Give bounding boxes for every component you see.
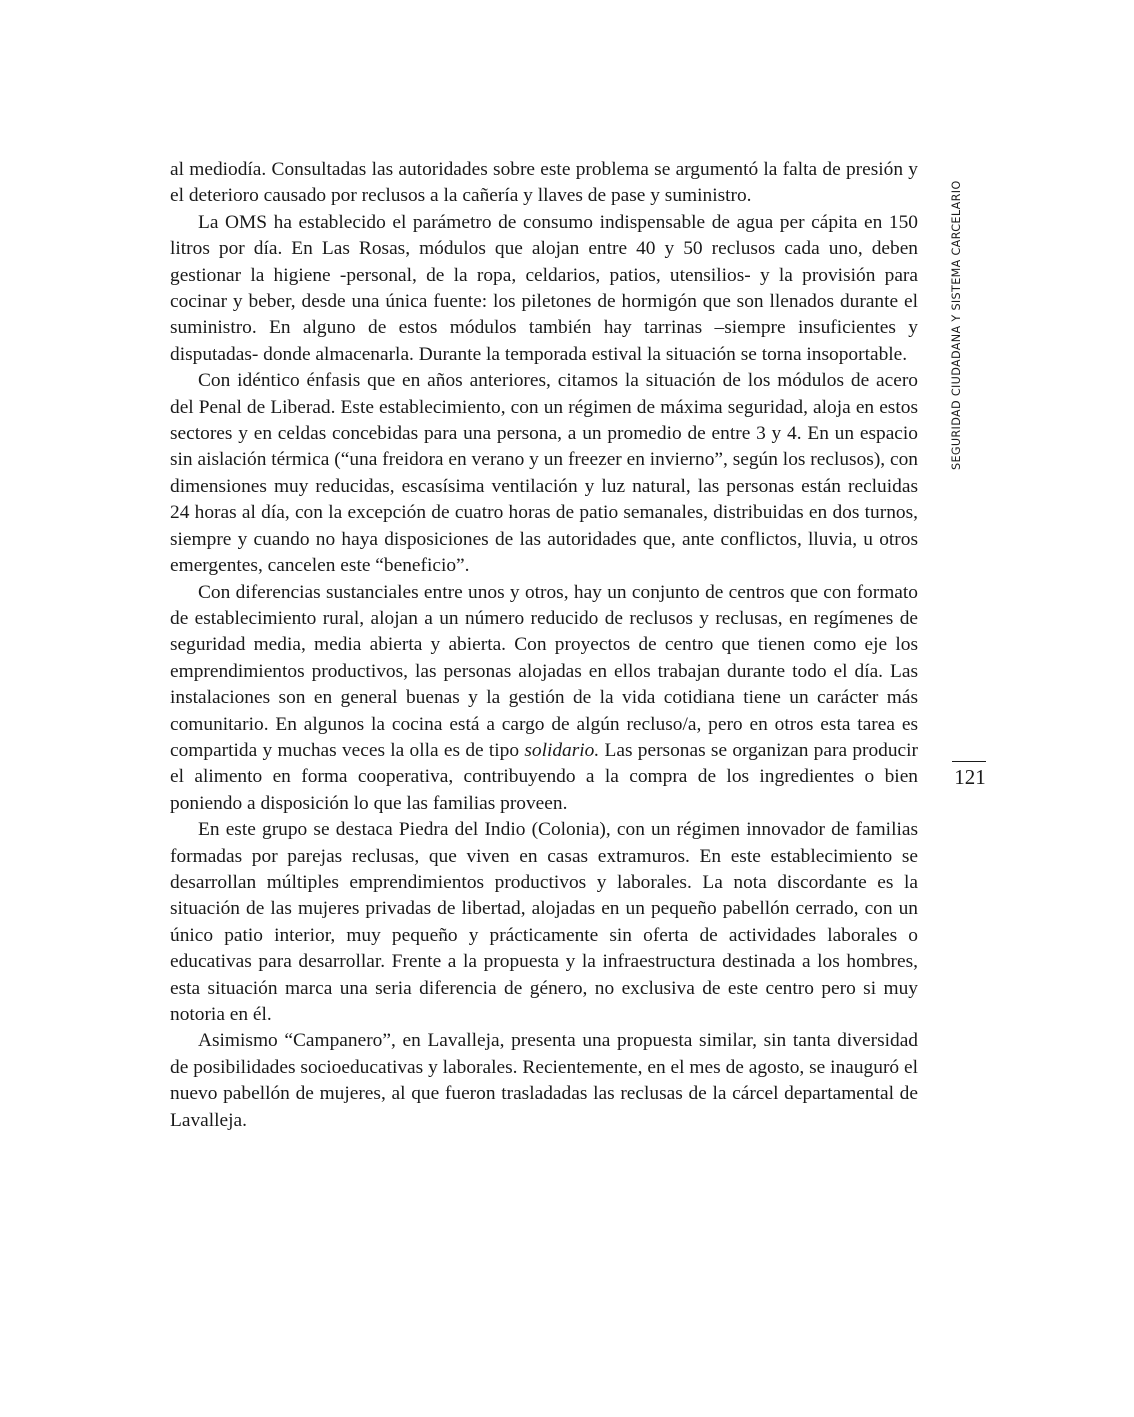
paragraph-3: Con idéntico énfasis que en años anteriores, citamos la situación de los módulos de acero del Penal de Liberad. Este establecimiento, con un régimen de máxima seguridad, aloja en estos sectores y en celdas concebidas para una persona, a un promedio de entre 3 y 4. En un espacio sin aislación térmica (“una freidora en verano y un freezer en invierno”, según los reclusos), con dimensiones muy reducidas, escasísima ventilación y luz natural, las personas están recluidas 24 horas al día, con la excepción de cuatro horas de patio semanales, distribuidas en dos turnos, siempre y cuando no haya disposiciones de las autoridades que, ante conflictos, lluvia, u otros emergentes, cancelen este “beneficio”. (170, 370, 918, 577)
paragraph-4-text-before: Con diferencias sustanciales entre unos y otros, hay un conjunto de centros que con formato de establecimiento rural, alojan a un número reducido de reclusos y reclusas, en regímenes de seguridad media, media abierta y abierta. Con proyectos de centro que tienen como eje los emprendimientos productivos, las personas alojadas en ellos trabajan durante todo el día. Las instalaciones son en general buenas y la gestión de la vida cotidiana tiene un carácter más comunitario. En algunos la cocina está a cargo de algún recluso/a, pero en otros esta tarea es compartida y muchas veces la olla es de tipo (170, 581, 918, 761)
paragraph-2: La OMS ha establecido el parámetro de consumo indispensable de agua per cápita en 150 litros por día. En Las Rosas, módulos que alojan entre 40 y 50 reclusos cada uno, deben gestionar la higiene -personal, de la ropa, celdarios, patios, utensilios- y la provisión para cocinar y beber, desde una única fuente: los piletones de hormigón que son llenados durante el suministro. En alguno de estos módulos también hay tarrinas –siempre insuficientes y disputadas- donde almacenarla. Durante la temporada estival la situación se torna insoportable. (170, 211, 918, 365)
folio-rule (952, 761, 986, 762)
paragraph-5: En este grupo se destaca Piedra del Indio (Colonia), con un régimen innovador de familias formadas por parejas reclusas, que viven en casas extramuros. En este establecimiento se desarrollan múltiples emprendimientos productivos y laborales. La nota discordante es la situación de las mujeres privadas de libertad, alojadas en un pequeño pabellón cerrado, con un único patio interior, muy pequeño y prácticamente sin oferta de actividades laborales o educativas para desarrollar. Frente a la propuesta y la infraestructura destinada a los hombres, esta situación marca una seria diferencia de género, no exclusiva de este centro pero si muy notoria en él. (170, 819, 918, 1025)
paragraph-4 (170, 580, 918, 818)
paragraph-4-italic-word: solidario. (524, 739, 600, 761)
paragraph-4-text-after: Las personas se organizan para producir el alimento en forma cooperativa, contribuyendo a la compra de los ingredientes o bien poniendo a disposición lo que las familias proveen. (170, 739, 919, 814)
body-text (170, 157, 918, 1134)
paragraph-6: Asimismo “Campanero”, en Lavalleja, presenta una propuesta similar, sin tanta diversidad de posibilidades socioeducativas y laborales. Recientemente, en el mes de agosto, se inauguró el nuevo pabellón de mujeres, al que fueron trasladadas las reclusas de la cárcel departamental de Lavalleja. (170, 1030, 918, 1131)
paragraph-1: al mediodía. Consultadas las autoridades sobre este problema se argumentó la falta de presión y el deterioro causado por reclusos a la cañería y llaves de pase y suministro. (170, 159, 918, 207)
page-number: 121 (954, 765, 986, 789)
running-head: SEGURIDAD CIUDADANA Y SISTEMA CARCELARIO (950, 180, 963, 470)
